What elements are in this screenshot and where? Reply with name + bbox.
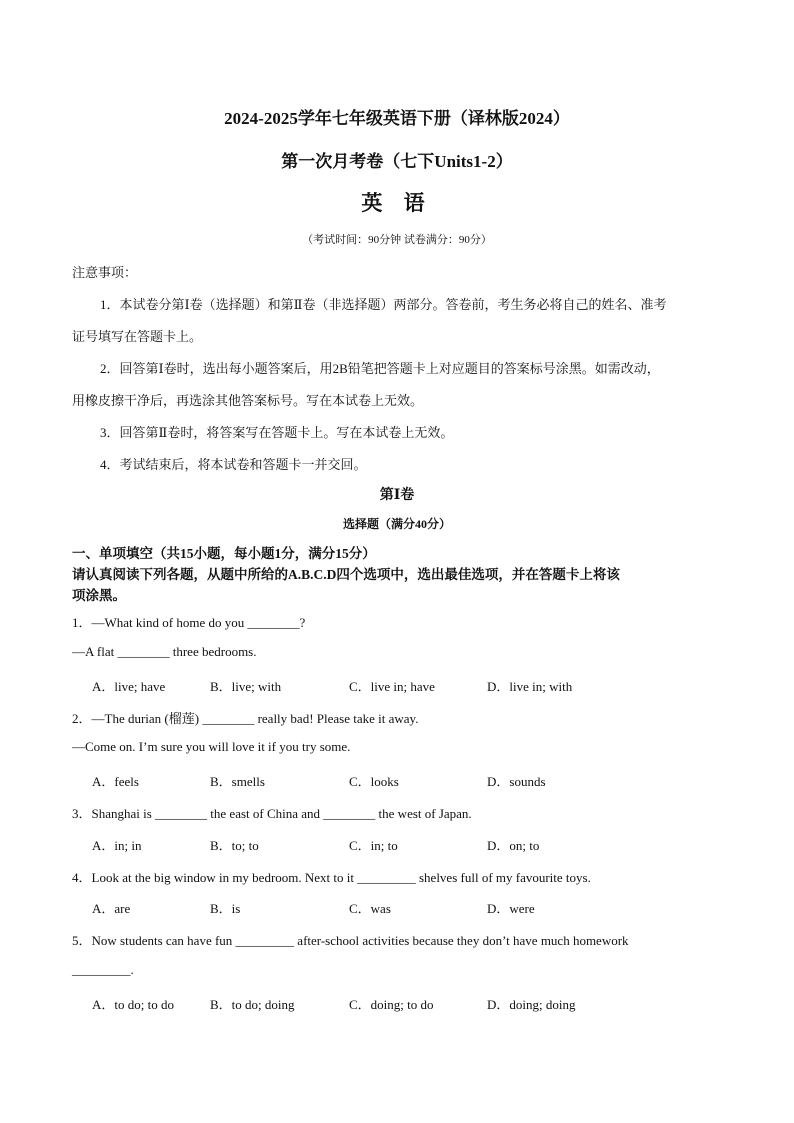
question-1-option-c: C．live in; have xyxy=(349,679,435,694)
question-4-option-b: B．is xyxy=(210,901,241,916)
part-1-title: 第Ⅰ卷 xyxy=(379,488,415,503)
question-2-line-2: —Come on. I’m sure you will love it if you try some. xyxy=(72,739,351,754)
question-5-option-c: C．doing; to do xyxy=(349,997,434,1012)
question-1-option-d: D．live in; with xyxy=(487,679,573,694)
exam-title: 2024-2025学年七年级英语下册（译林版2024） xyxy=(224,109,570,128)
notes-heading: 注意事项： xyxy=(72,265,138,280)
question-1-option-a: A．live; have xyxy=(92,679,166,694)
question-3-option-c: C．in; to xyxy=(349,838,398,853)
section-1-instruction-line-1: 请认真阅读下列各题，从题中所给的A.B.C.D四个选项中，选出最佳选项，并在答题卡上将该 xyxy=(72,567,620,582)
section-1-instruction-line-2: 项涂黑。 xyxy=(72,588,126,603)
question-3-option-d: D．on; to xyxy=(487,838,540,853)
question-4-option-c: C．was xyxy=(349,901,391,916)
note-1-line-1: 1．本试卷分第Ⅰ卷（选择题）和第Ⅱ卷（非选择题）两部分。答卷前，考生务必将自己的姓名、准考 xyxy=(100,297,667,312)
question-5-line-2: _________. xyxy=(72,962,134,977)
question-2-option-d: D．sounds xyxy=(487,774,546,789)
note-4: 4．考试结束后，将本试卷和答题卡一并交回。 xyxy=(100,457,367,472)
part-1-subtitle: 选择题（满分40分） xyxy=(342,517,451,531)
question-3-option-b: B．to; to xyxy=(210,838,259,853)
question-5-option-a: A．to do; to do xyxy=(92,997,174,1012)
question-2-option-b: B．smells xyxy=(210,774,265,789)
question-1-option-b: B．live; with xyxy=(210,679,282,694)
exam-info: （考试时间：90分钟 试卷满分：90分） xyxy=(302,234,492,246)
question-2-option-c: C．looks xyxy=(349,774,399,789)
note-2-line-1: 2．回答第Ⅰ卷时，选出每小题答案后，用2B铅笔把答题卡上对应题目的答案标号涂黑。如需改动， xyxy=(100,361,660,376)
question-3-stem: 3．Shanghai is ________ the east of China and ________ the west of Japan. xyxy=(72,806,472,821)
question-3-option-a: A．in; in xyxy=(92,838,142,853)
note-1-line-2: 证号填写在答题卡上。 xyxy=(72,329,203,344)
question-4-option-a: A．are xyxy=(92,901,131,916)
question-2-stem: 2．—The durian (榴莲) ________ really bad! Please take it away. xyxy=(72,711,419,726)
question-1-stem: 1．—What kind of home do you ________? xyxy=(72,615,306,630)
note-3: 3．回答第Ⅱ卷时，将答案写在答题卡上。写在本试卷上无效。 xyxy=(100,425,454,440)
question-1-line-2: —A flat ________ three bedrooms. xyxy=(72,644,257,659)
subject-title: 英 语 xyxy=(361,191,433,215)
section-1-heading: 一、单项填空（共15小题，每小题1分，满分15分） xyxy=(72,546,376,561)
question-5-stem: 5．Now students can have fun _________ after-school activities because they don’t have much homework xyxy=(72,933,629,948)
question-5-option-b: B．to do; doing xyxy=(210,997,295,1012)
exam-subtitle: 第一次月考卷（七下Units1-2） xyxy=(281,152,513,171)
note-2-line-2: 用橡皮擦干净后，再选涂其他答案标号。写在本试卷上无效。 xyxy=(72,393,424,408)
question-2-option-a: A．feels xyxy=(92,774,139,789)
question-4-stem: 4．Look at the big window in my bedroom. Next to it _________ shelves full of my favourite toys. xyxy=(72,870,591,885)
question-5-option-d: D．doing; doing xyxy=(487,997,576,1012)
question-4-option-d: D．were xyxy=(487,901,535,916)
